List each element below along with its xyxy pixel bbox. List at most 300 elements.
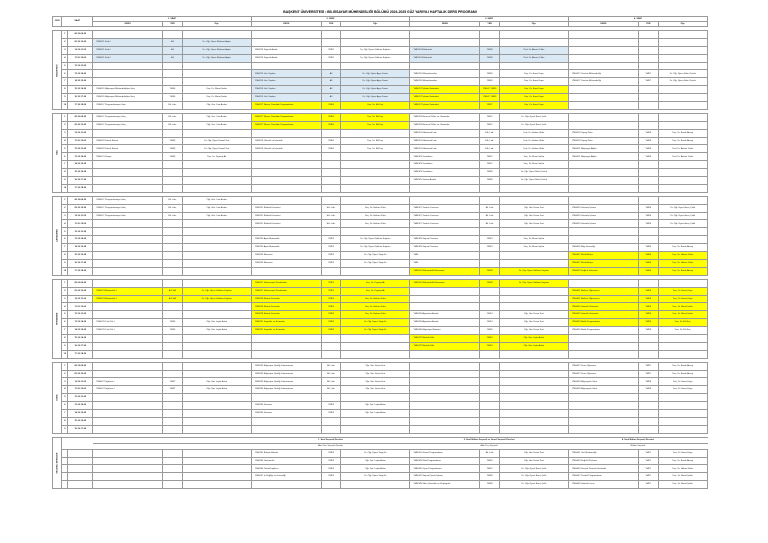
course-name[interactable]: YMH325 Sistem Analizi: [410, 177, 480, 185]
course-instructor: [182, 350, 251, 358]
course-name[interactable]: [251, 350, 321, 358]
course-room: [163, 334, 183, 342]
course-name[interactable]: [251, 184, 321, 192]
course-name[interactable]: YMH337 Mesleki Etik: [410, 334, 480, 342]
course-name[interactable]: [568, 184, 638, 192]
course-name[interactable]: YMH221 Elektrik Devreleri: [251, 212, 321, 220]
elective-row: [53, 457, 708, 465]
time-slot: 15.10-16.00: [68, 334, 93, 342]
course-instructor: Dr. Öğr. Üyesi Tolga Er: [341, 319, 410, 327]
course-name[interactable]: YMH233 Bilgisayar Grafiği Laboratuvarı: [251, 378, 321, 386]
course-name[interactable]: [568, 425, 638, 433]
course-name[interactable]: YMH235 Seminer: [251, 402, 321, 410]
course-name[interactable]: YMH327 Yazılım Tasarımı: [410, 212, 480, 220]
course-name[interactable]: [568, 161, 638, 169]
course-name[interactable]: [568, 177, 638, 185]
course-name[interactable]: [93, 370, 163, 378]
course-name[interactable]: YMH117 Programlamaya Giriş: [93, 113, 163, 121]
course-name[interactable]: [93, 244, 163, 252]
elective-sublabel: Alan Dışı Seçmeli: [410, 443, 569, 449]
course-name[interactable]: [568, 86, 638, 94]
course-name[interactable]: [93, 394, 163, 402]
course-instructor: Doç. Dr. Emre Kaya: [658, 386, 707, 394]
course-name[interactable]: YMH311 Elektronik: [410, 46, 480, 54]
course-name[interactable]: [410, 38, 480, 46]
course-name[interactable]: YMH213 Sayısal Analiz: [251, 54, 321, 62]
course-name[interactable]: YMH215 Veri Yapıları: [251, 70, 321, 78]
course-instructor: [182, 70, 251, 78]
course-name[interactable]: YMH111 Fizik I: [93, 38, 163, 46]
course-instructor: [658, 121, 707, 129]
course-name[interactable]: YMH417 Yazılım Mühendisliği: [568, 70, 638, 78]
course-name[interactable]: YMH423 Görüntü İşleme: [568, 212, 638, 220]
course-name[interactable]: YMH217 Nesne Yönelimli Programlama: [251, 113, 321, 121]
course-name[interactable]: [410, 386, 480, 394]
course-name[interactable]: YMH343 Web Programlama: [410, 457, 480, 465]
course-room: YMF8: [480, 267, 500, 275]
course-name[interactable]: YMH117 Programlamaya Giriş: [93, 102, 163, 110]
course-name[interactable]: YMH323 Veritabanı: [410, 169, 480, 177]
course-name[interactable]: [410, 350, 480, 358]
course-name[interactable]: YMH423 Görüntü İşleme: [568, 204, 638, 212]
course-room: YMF8: [480, 481, 500, 489]
course-name[interactable]: [251, 334, 321, 342]
course-name[interactable]: YMH321 Elektronik Lab.: [410, 137, 480, 145]
course-name[interactable]: [93, 220, 163, 228]
course-name[interactable]: [410, 370, 480, 378]
course-name[interactable]: [410, 31, 480, 39]
course-room: YMF4: [480, 342, 500, 350]
course-name[interactable]: YMH221 Elektrik Devreleri: [251, 220, 321, 228]
course-name[interactable]: YMH229 Mantık Devreleri: [251, 295, 321, 303]
course-name[interactable]: [93, 236, 163, 244]
course-name[interactable]: YMH427 Bulut Bilişim: [568, 259, 638, 267]
course-name[interactable]: [93, 481, 163, 489]
course-room: [163, 342, 183, 350]
course-name[interactable]: YMH419 Yapay Zeka: [568, 137, 638, 145]
course-name[interactable]: YMH117 Programlamaya Giriş: [93, 196, 163, 204]
course-name[interactable]: [568, 409, 638, 417]
course-name[interactable]: YMH445 Gerçek Zamanlı Sistemler: [568, 465, 638, 473]
course-name[interactable]: YMH417 Yazılım Mühendisliği: [568, 78, 638, 86]
course-name[interactable]: YMH327 Yazılım Tasarımı: [410, 204, 480, 212]
course-name[interactable]: [568, 113, 638, 121]
course-name[interactable]: YMH335 Bilgisayar Mimarisi: [410, 327, 480, 335]
course-name[interactable]: YMH213 Sayısal Analiz: [251, 46, 321, 54]
course-name[interactable]: YMH119 Teknik Resim: [93, 137, 163, 145]
course-name[interactable]: YMH217 Nesne Yönelimli Programlama: [251, 102, 321, 110]
course-name[interactable]: YMH435 Mobil Programlama: [568, 319, 638, 327]
course-name[interactable]: YMH231 Sinyaller ve Sistemler: [251, 327, 321, 335]
course-name[interactable]: YMH441 Veri Madenciliği: [568, 449, 638, 457]
course-room: [163, 220, 183, 228]
course-room: Bil. Lab.: [163, 121, 183, 129]
course-name[interactable]: YMH329 Sayısal Tasarım: [410, 244, 480, 252]
course-instructor: [658, 394, 707, 402]
course-instructor: [658, 102, 707, 110]
course-name[interactable]: YMH: [410, 259, 480, 267]
course-instructor: [182, 184, 251, 192]
course-name[interactable]: [251, 153, 321, 161]
course-name[interactable]: YMH423 Görüntü İşleme: [568, 220, 638, 228]
course-instructor: [499, 303, 568, 311]
course-name[interactable]: YMH119 Teknik Resim: [93, 145, 163, 153]
course-room: [480, 350, 500, 358]
course-name[interactable]: [251, 425, 321, 433]
course-instructor: Öğr. Gör. Leyla Aslan: [182, 378, 251, 386]
course-name[interactable]: YMH117 Programlamaya Giriş: [93, 121, 163, 129]
course-instructor: Dr. Öğr. Üyesi Barış Çelik: [499, 481, 568, 489]
course-name[interactable]: [410, 184, 480, 192]
course-name[interactable]: [568, 38, 638, 46]
course-name[interactable]: YMH345 Oyun Programlama: [410, 465, 480, 473]
course-name[interactable]: YMH221 Elektrik Devreleri: [251, 204, 321, 212]
course-name[interactable]: YMH235 Seminer: [251, 409, 321, 417]
period-number: 2: [62, 204, 68, 212]
course-room: [321, 153, 341, 161]
course-name[interactable]: YMH323 Veritabanı: [410, 161, 480, 169]
course-name[interactable]: [251, 196, 321, 204]
course-name[interactable]: YMH439 Bilgisayarlı Görü: [568, 386, 638, 394]
course-instructor: [341, 228, 410, 236]
course-name[interactable]: YMH447 Paralel Programlama: [568, 473, 638, 481]
course-name[interactable]: YMH315 Mikroişlemciler: [410, 78, 480, 86]
course-name[interactable]: [251, 161, 321, 169]
course-name[interactable]: YMH223 Ayrık Matematik: [251, 236, 321, 244]
course-name[interactable]: [93, 70, 163, 78]
course-instructor: Dr. Öğr. Üyesi Mehmet Aydın: [182, 46, 251, 54]
course-name[interactable]: YMH425 Bilgi Güvenliği: [568, 244, 638, 252]
course-room: A3: [163, 54, 183, 62]
course-name[interactable]: [568, 196, 638, 204]
time-row: [53, 295, 708, 303]
course-name[interactable]: YMH431 Makine Öğrenmesi: [568, 287, 638, 295]
course-room: YMF7: [480, 121, 500, 129]
course-instructor: [499, 409, 568, 417]
course-name[interactable]: [93, 457, 163, 465]
course-name[interactable]: YMH437 Derin Öğrenme: [568, 362, 638, 370]
course-name[interactable]: YMH125 Türk Dili I: [93, 319, 163, 327]
course-room: [638, 417, 658, 425]
course-room: [163, 303, 183, 311]
course-name[interactable]: YMH115 Bilgisayar Mühendisliğine Giriş: [93, 94, 163, 102]
course-name[interactable]: [93, 177, 163, 185]
course-name[interactable]: [93, 409, 163, 417]
course-name[interactable]: [568, 121, 638, 129]
course-name[interactable]: YMH117 Programlamaya Giriş: [93, 212, 163, 220]
elective-day-label: SEÇMELİ DERSLER: [53, 437, 62, 488]
course-name[interactable]: YMH233 Bilgisayar Grafiği Laboratuvarı: [251, 362, 321, 370]
course-name[interactable]: [251, 169, 321, 177]
course-name[interactable]: [410, 362, 480, 370]
course-name[interactable]: YMH243 Girişimcilik: [251, 457, 321, 465]
course-name[interactable]: [568, 236, 638, 244]
course-name[interactable]: YMH433 Gömülü Sistemler: [568, 311, 638, 319]
course-name[interactable]: YMH317 İşletim Sistemleri: [410, 102, 480, 110]
course-name[interactable]: YMH317 İşletim Sistemleri: [410, 94, 480, 102]
course-name[interactable]: YMH429 Dağıtık Sistemler: [568, 267, 638, 275]
course-name[interactable]: [93, 417, 163, 425]
course-name[interactable]: [410, 378, 480, 386]
course-name[interactable]: [251, 129, 321, 137]
course-room: [163, 177, 183, 185]
course-name[interactable]: [568, 402, 638, 410]
period-number: 1: [62, 196, 68, 204]
course-name[interactable]: [93, 267, 163, 275]
course-name[interactable]: [410, 228, 480, 236]
course-name[interactable]: YMH323 Veritabanı: [410, 153, 480, 161]
course-name[interactable]: [93, 62, 163, 70]
course-name[interactable]: [568, 417, 638, 425]
course-name[interactable]: YMH419 Yapay Zeka: [568, 129, 638, 137]
header-day: GÜN: [53, 17, 62, 27]
course-name[interactable]: YMH215 Veri Yapıları: [251, 78, 321, 86]
course-room: YMF3: [321, 319, 341, 327]
course-room: [638, 161, 658, 169]
course-name[interactable]: YMH125 Türk Dili I: [93, 327, 163, 335]
course-name[interactable]: [251, 481, 321, 489]
course-room: YMF6: [638, 311, 658, 319]
course-name[interactable]: YMH321 Elektronik Lab.: [410, 145, 480, 153]
course-room: Bil. Lab.: [480, 212, 500, 220]
course-name[interactable]: YMH123 Matematik I: [93, 287, 163, 295]
course-name[interactable]: [410, 402, 480, 410]
course-name[interactable]: [93, 303, 163, 311]
course-name[interactable]: [93, 342, 163, 350]
course-room: [480, 184, 500, 192]
course-name[interactable]: [410, 394, 480, 402]
course-name[interactable]: YMH341 Görsel Programlama: [410, 449, 480, 457]
course-instructor: [499, 386, 568, 394]
course-name[interactable]: YMH427 Bulut Bilişim: [568, 252, 638, 260]
course-name[interactable]: [93, 252, 163, 260]
time-row: [53, 113, 708, 121]
course-name[interactable]: YMH435 Mobil Programlama: [568, 327, 638, 335]
course-name[interactable]: [568, 334, 638, 342]
course-name[interactable]: [93, 473, 163, 481]
course-name[interactable]: YMH117 Programlamaya Giriş: [93, 204, 163, 212]
course-name[interactable]: YMH439 Bilgisayarlı Görü: [568, 378, 638, 386]
course-name[interactable]: [568, 54, 638, 62]
course-name[interactable]: YMH247 İş Sağlığı ve Güvenliği: [251, 473, 321, 481]
course-name[interactable]: YMH319 Biçimsel Diller ve Otomatlar: [410, 121, 480, 129]
time-row: [53, 409, 708, 417]
course-name[interactable]: [251, 394, 321, 402]
course-name[interactable]: YMH217 Nesne Yönelimli Programlama: [251, 121, 321, 129]
course-name[interactable]: [251, 38, 321, 46]
course-name[interactable]: [93, 311, 163, 319]
course-name[interactable]: YMH111 Fizik I: [93, 54, 163, 62]
course-name[interactable]: [568, 46, 638, 54]
course-name[interactable]: [568, 94, 638, 102]
course-instructor: Dr. Öğr. Üyesi Gökhan Kayhan: [341, 244, 410, 252]
course-name[interactable]: YMH331 Mühendislik Ekonomisi: [410, 279, 480, 287]
course-name[interactable]: [251, 62, 321, 70]
course-name[interactable]: [251, 228, 321, 236]
course-name[interactable]: [93, 78, 163, 86]
course-name[interactable]: [93, 31, 163, 39]
time-row: [53, 425, 708, 433]
course-room: YMF4: [480, 319, 500, 327]
course-name[interactable]: YMH127 İngilizce I: [93, 378, 163, 386]
course-name[interactable]: YMH227 Diferansiyel Denklemler: [251, 279, 321, 287]
course-name[interactable]: [251, 177, 321, 185]
course-name[interactable]: [93, 279, 163, 287]
course-name[interactable]: YMH233 Bilgisayar Grafiği Laboratuvarı: [251, 386, 321, 394]
course-name[interactable]: YMH241 Bilişim Hukuku: [251, 449, 321, 457]
course-name[interactable]: [410, 62, 480, 70]
course-name[interactable]: [93, 449, 163, 457]
course-room: YMF3: [480, 236, 500, 244]
course-name[interactable]: [251, 342, 321, 350]
course-instructor: [341, 153, 410, 161]
course-name[interactable]: YMH315 Mikroişlemciler: [410, 70, 480, 78]
course-name[interactable]: [93, 161, 163, 169]
period-number: 6: [62, 402, 68, 410]
course-room: YMF3: [321, 287, 341, 295]
course-name[interactable]: YMH311 Elektronik: [410, 54, 480, 62]
course-room: YMF6: [638, 220, 658, 228]
course-name[interactable]: [410, 287, 480, 295]
course-name[interactable]: YMH327 Yazılım Tasarımı: [410, 220, 480, 228]
course-room: YMF4: [163, 145, 183, 153]
course-name[interactable]: YMH437 Derin Öğrenme: [568, 370, 638, 378]
course-name[interactable]: [93, 402, 163, 410]
course-name[interactable]: YMH127 İngilizce I: [93, 386, 163, 394]
course-name[interactable]: [93, 184, 163, 192]
course-instructor: Dr. Öğr. Üyesi Barış Çelik: [658, 220, 707, 228]
course-room: [638, 228, 658, 236]
course-name[interactable]: YMH123 Matematik I: [93, 295, 163, 303]
course-name[interactable]: YMH215 Veri Yapıları: [251, 86, 321, 94]
course-name[interactable]: YMH227 Diferansiyel Denklemler: [251, 287, 321, 295]
course-room: [638, 62, 658, 70]
course-instructor: [182, 473, 251, 481]
course-room: [163, 449, 183, 457]
course-name[interactable]: [568, 169, 638, 177]
course-name[interactable]: [410, 303, 480, 311]
course-name[interactable]: YMH225 Ekonomi: [251, 252, 321, 260]
course-name[interactable]: [410, 196, 480, 204]
course-name[interactable]: YMH449 Gömülü Linux: [568, 481, 638, 489]
course-name[interactable]: [93, 350, 163, 358]
course-name[interactable]: [410, 409, 480, 417]
course-name[interactable]: YMH219 Olasılık ve İstatistik: [251, 145, 321, 153]
course-name[interactable]: YMH319 Biçimsel Diller ve Otomatlar: [410, 113, 480, 121]
course-room: [480, 362, 500, 370]
course-name[interactable]: [93, 425, 163, 433]
time-slot: [68, 481, 93, 489]
time-row: [53, 417, 708, 425]
course-instructor: [182, 220, 251, 228]
course-name[interactable]: YMH331 Mühendislik Ekonomisi: [410, 267, 480, 275]
course-name[interactable]: YMH245 Teknik İngilizce: [251, 465, 321, 473]
course-name[interactable]: YMH333 Algoritma Analizi: [410, 311, 480, 319]
period-number: 1: [62, 31, 68, 39]
course-name[interactable]: YMH337 Mesleki Etik: [410, 342, 480, 350]
course-name[interactable]: YMH433 Gömülü Sistemler: [568, 303, 638, 311]
course-name[interactable]: [410, 417, 480, 425]
course-name[interactable]: YMH219 Olasılık ve İstatistik: [251, 137, 321, 145]
course-room: [163, 279, 183, 287]
course-instructor: [658, 350, 707, 358]
course-room: A3: [163, 46, 183, 54]
course-name[interactable]: YMH225 Ekonomi: [251, 259, 321, 267]
course-name[interactable]: YMH223 Ayrık Matematik: [251, 244, 321, 252]
course-name[interactable]: [568, 342, 638, 350]
course-name[interactable]: YMH231 Sinyaller ve Sistemler: [251, 319, 321, 327]
time-row: [53, 121, 708, 129]
course-name[interactable]: YMH215 Veri Yapıları: [251, 94, 321, 102]
course-room: Elk. Lab.: [321, 204, 341, 212]
course-name[interactable]: YMH321 Elektronik Lab.: [410, 129, 480, 137]
course-instructor: Öğr. Gör. Can Arslan: [182, 121, 251, 129]
course-name[interactable]: YMH431 Makine Öğrenmesi: [568, 295, 638, 303]
time-slot: 08.10-09.00: [68, 279, 93, 287]
course-name[interactable]: [93, 465, 163, 473]
course-name[interactable]: YMH421 Bilgisayar Ağları: [568, 153, 638, 161]
course-name[interactable]: [93, 259, 163, 267]
course-name[interactable]: [93, 169, 163, 177]
course-room: [321, 425, 341, 433]
course-name[interactable]: [410, 295, 480, 303]
time-row: [53, 220, 708, 228]
course-name[interactable]: [251, 31, 321, 39]
course-name[interactable]: YMH329 Sayısal Tasarım: [410, 236, 480, 244]
course-name[interactable]: YMH115 Bilgisayar Mühendisliğine Giriş: [93, 86, 163, 94]
course-name[interactable]: [410, 425, 480, 433]
course-room: YMF3: [321, 402, 341, 410]
course-name[interactable]: [93, 228, 163, 236]
course-name[interactable]: [568, 228, 638, 236]
period-number: 5: [62, 62, 68, 70]
course-name[interactable]: YMH421 Bilgisayar Ağları: [568, 145, 638, 153]
course-name[interactable]: YMH229 Mantık Devreleri: [251, 303, 321, 311]
course-name[interactable]: YMH347 Sayısal İşaret İşleme: [410, 473, 480, 481]
course-instructor: Öğr. Gör. Can Arslan: [182, 212, 251, 220]
course-room: A3 / A4: [163, 295, 183, 303]
course-room: [638, 102, 658, 110]
course-instructor: [658, 94, 707, 102]
course-name[interactable]: [251, 267, 321, 275]
course-name[interactable]: [568, 350, 638, 358]
course-name[interactable]: YMH349 Siber Güvenlik ve Kriptografi: [410, 481, 480, 489]
course-name[interactable]: YMH233 Bilgisayar Grafiği Laboratuvarı: [251, 370, 321, 378]
course-instructor: [341, 169, 410, 177]
course-name[interactable]: [93, 129, 163, 137]
period-number: 3: [62, 378, 68, 386]
course-name[interactable]: [251, 417, 321, 425]
course-name[interactable]: [568, 31, 638, 39]
course-name[interactable]: [568, 102, 638, 110]
course-name[interactable]: [568, 62, 638, 70]
course-name[interactable]: YMH111 Fizik I: [93, 46, 163, 54]
course-name[interactable]: YMH333 Algoritma Analizi: [410, 319, 480, 327]
course-name[interactable]: YMH317 İşletim Sistemleri: [410, 86, 480, 94]
time-slot: 13.10-14.00: [68, 153, 93, 161]
course-name[interactable]: [568, 394, 638, 402]
course-name[interactable]: [568, 279, 638, 287]
course-name[interactable]: YMH121 Kimya: [93, 153, 163, 161]
course-instructor: Dr. Öğr. Üyesi Tolga Er: [341, 449, 410, 457]
course-name[interactable]: [93, 362, 163, 370]
course-name[interactable]: YMH443 Doğal Dil İşleme: [568, 457, 638, 465]
course-room: YMF8: [480, 169, 500, 177]
course-name[interactable]: YMH: [410, 252, 480, 260]
course-name[interactable]: [93, 334, 163, 342]
course-name[interactable]: YMH229 Mantık Devreleri: [251, 311, 321, 319]
course-room: YMF6: [638, 319, 658, 327]
